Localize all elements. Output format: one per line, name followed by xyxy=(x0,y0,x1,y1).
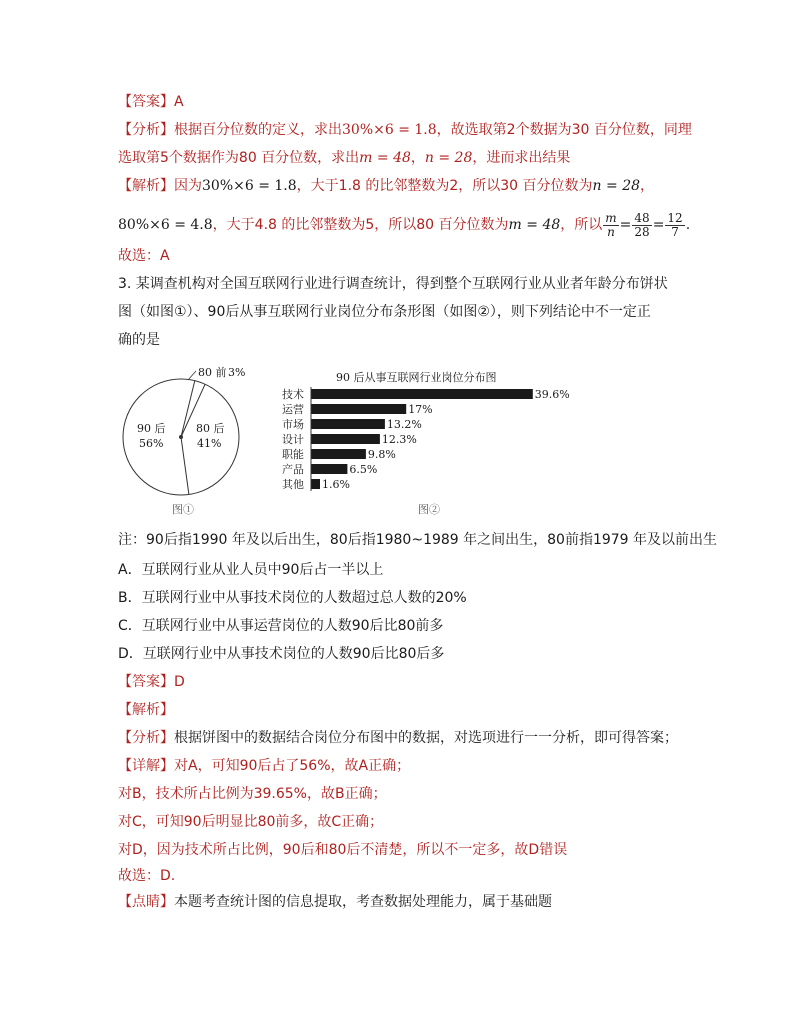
bar xyxy=(311,419,385,429)
answer-tag: 【答案】 xyxy=(118,674,174,690)
q3-option-d: D．互联网行业中从事技术岗位的人数90后比80后多 xyxy=(118,646,445,662)
solution-expression: 30%×6 = 1.8 xyxy=(202,178,297,194)
math-m: m = 48 xyxy=(508,217,561,233)
solution-tag: 【解析】 xyxy=(118,178,174,194)
q3-detail-line1 xyxy=(118,756,410,776)
detail-text: 对A，可知90后占了56%，故A正确； xyxy=(174,758,411,774)
q3-detail-line3: 对C，可知90后明显比80前多，故C正确； xyxy=(118,814,384,830)
pie-leader-line xyxy=(188,371,196,380)
q2-choose: 故选：A xyxy=(118,248,170,264)
pie-value-90-after: 56% xyxy=(139,437,164,450)
pie-label-80-after: 80 后 xyxy=(196,422,225,435)
solution-text: ，大于4.8 的比邻整数为5，所以80 百分位数为 xyxy=(212,217,509,233)
q3-stem-line2: 图（如图①）、90后从事互联网行业岗位分布条形图（如图②），则下列结论中不一定正 xyxy=(118,304,651,320)
q3-jiexi-tag: 【解析】 xyxy=(118,702,174,718)
analysis-tag: 【分析】 xyxy=(118,730,174,746)
bar-category-label: 其他 xyxy=(282,478,304,491)
pie-center xyxy=(179,435,183,439)
analysis-text: 选取第5个数据作为80 百分位数，求出 xyxy=(118,150,360,166)
bar-category-label: 产品 xyxy=(282,463,304,476)
separator: ， xyxy=(410,150,425,166)
equals-sign: = xyxy=(652,217,665,233)
answer-value: D xyxy=(174,674,185,690)
bar-value-label: 6.5% xyxy=(349,463,378,476)
analysis-text: 根据饼图中的数据结合岗位分布图中的数据，对选项进行一一分析，即可得答案； xyxy=(174,730,678,746)
fraction-12-over-7: $\frac{12}{7}$ xyxy=(667,210,683,239)
solution-expression: 80%×6 = 4.8 xyxy=(118,217,213,233)
q2-analysis-line1 xyxy=(118,120,692,140)
analysis-text: ，进而求出结果 xyxy=(472,150,571,166)
solution-text: 因为 xyxy=(174,178,202,194)
bar-caption: 图② xyxy=(418,503,440,516)
bar xyxy=(311,464,347,474)
math-n: n = 28 xyxy=(424,150,473,166)
bar xyxy=(311,434,380,444)
bar-chart xyxy=(282,370,570,516)
analysis-text: 根据百分位数的定义，求出 xyxy=(174,122,342,138)
bar-value-label: 39.6% xyxy=(534,388,570,401)
fraction-m-over-n: $\frac{m}{n}$ xyxy=(605,210,617,239)
q2-answer-line xyxy=(118,92,184,112)
math-m: m = 48 xyxy=(359,150,411,166)
pie-caption: 图① xyxy=(172,503,194,516)
comment-tag: 【点睛】 xyxy=(118,894,174,910)
analysis-tag: 【分析】 xyxy=(118,122,174,138)
bar xyxy=(311,479,320,489)
solution-text: ，所以 xyxy=(560,217,603,233)
pie-label-80-before: 80 前 xyxy=(198,366,227,379)
q3-detail-line4: 对D，因为技术所占比例，90后和80后不清楚，所以不一定多，故D错误 xyxy=(118,842,568,858)
answer-value: A xyxy=(174,94,184,110)
equals-sign: = xyxy=(619,217,632,233)
q2-solution-line2 xyxy=(118,210,690,240)
analysis-expression: 30%×6 = 1.8 xyxy=(342,122,437,138)
bar-value-label: 17% xyxy=(408,403,433,416)
q2-analysis-line2 xyxy=(118,148,570,168)
q3-option-b: B．互联网行业中从事技术岗位的人数超过总人数的20% xyxy=(118,590,467,606)
q2-solution-line1 xyxy=(118,176,654,196)
q3-option-a: A．互联网行业从业人员中90后占一半以上 xyxy=(118,562,384,578)
bar-value-label: 1.6% xyxy=(322,478,350,491)
bar xyxy=(311,404,406,414)
q3-comment-line xyxy=(118,892,552,912)
bar-value-label: 12.3% xyxy=(381,433,417,446)
q3-note: 注：90后指1990 年及以后出生，80后指1980~1989 年之间出生，80前指1979 年及以前出生 xyxy=(118,532,718,548)
period: . xyxy=(685,217,691,233)
pie-label-90-after: 90 后 xyxy=(137,422,166,435)
solution-text: ， xyxy=(640,178,655,194)
bar-category-label: 设计 xyxy=(282,433,304,446)
q3-option-c: C．互联网行业中从事运营岗位的人数90后比80前多 xyxy=(118,618,444,634)
fraction-48-over-28: $\frac{48}{28}$ xyxy=(634,210,650,239)
q3-answer-line xyxy=(118,672,185,692)
bar-category-label: 技术 xyxy=(282,388,304,401)
pie-value-80-after: 41% xyxy=(197,437,222,450)
bar-chart-title: 90 后从事互联网行业岗位分布图 xyxy=(336,371,497,384)
pie-chart xyxy=(123,365,245,516)
figures xyxy=(0,360,794,520)
q3-choose: 故选：D. xyxy=(118,868,176,884)
bar xyxy=(311,389,533,399)
q3-analysis-line xyxy=(118,728,678,748)
comment-text: 本题考查统计图的信息提取，考查数据处理能力，属于基础题 xyxy=(174,894,552,910)
bar-category-label: 运营 xyxy=(282,403,304,416)
bar-value-label: 13.2% xyxy=(386,418,422,431)
bar xyxy=(311,449,366,459)
bar-value-label: 9.8% xyxy=(367,448,396,461)
bar-category-label: 职能 xyxy=(282,448,304,461)
q3-detail-line2: 对B，技术所占比例为39.65%，故B正确； xyxy=(118,786,387,802)
q3-stem-line3: 确的是 xyxy=(118,332,160,348)
bar-category-label: 市场 xyxy=(282,418,304,431)
analysis-text: ，故选取第2个数据为30 百分位数，同理 xyxy=(436,122,692,138)
solution-text: ，大于1.8 的比邻整数为2，所以30 百分位数为 xyxy=(296,178,593,194)
detail-tag: 【详解】 xyxy=(118,758,174,774)
math-n: n = 28 xyxy=(592,178,641,194)
pie-value-80-before: 3% xyxy=(228,366,246,379)
answer-tag: 【答案】 xyxy=(118,94,174,110)
q3-stem-line1: 3. 某调查机构对全国互联网行业进行调查统计，得到整个互联网行业从业者年龄分布饼状 xyxy=(118,276,668,292)
